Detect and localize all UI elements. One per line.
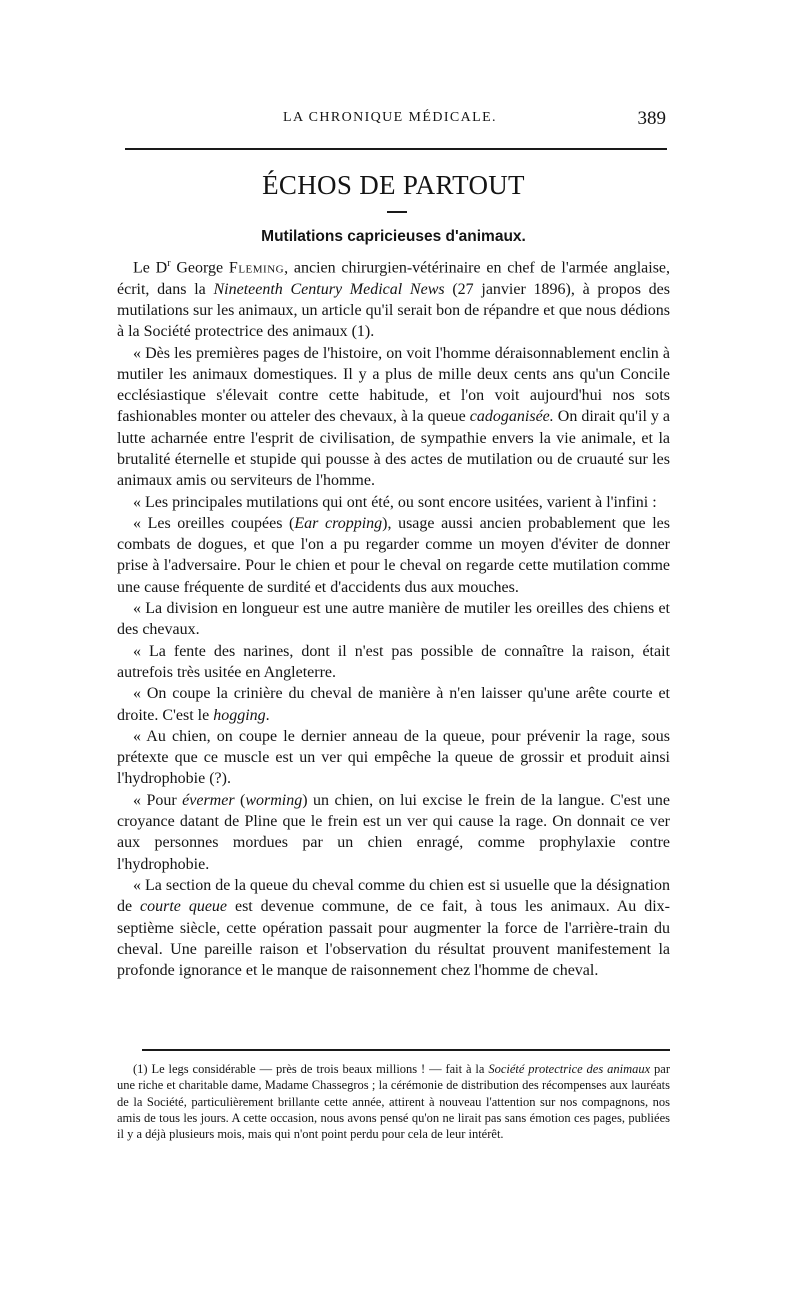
paragraph: Le $D^r$ George Fleming, ancien chirurgien-vétérinaire en chef de l'armée anglaise, écrit, dans la Nineteenth Century Medical News (27 janvier 1896), à propos des mutilations sur les animaux, un article qu'il serait bon de répandre et que nous dédions à la Société protectrice des animaux (1). — [117, 258, 671, 341]
paragraph: « La division en longueur est une autre manière de mutiler les oreilles des chiens et des chevaux. — [117, 600, 670, 639]
footnote-rule — [142, 1049, 670, 1051]
paragraph: « Pour évermer (worming) un chien, on lui excise le frein de la langue. C'est une croyance datant de Pline que le frein est un ver qui cause la rage. On donnait ce ver aux personnes mordues par un chien enragé, comme prophylaxie contre l'hydrophobie. — [117, 791, 670, 873]
paragraph: « On coupe la crinière du cheval de manière à n'en laisser qu'une arête courte et droite. C'est le hogging. — [117, 685, 670, 724]
journal-title: Nineteenth Century Medical News — [213, 280, 445, 298]
running-head — [117, 108, 670, 134]
paragraph: « Dès les premières pages de l'histoire, on voit l'homme déraisonnablement enclin à mutiler les animaux domestiques. Il y a plus de mille deux cents ans qu'un Concile ecclésiastique s'élevait contre cette habitude, et l'on voit aujourd'hui nos sots fashionables monter ou atteler des chevaux, à la queue cadoganisée. On dirait qu'il y a lutte acharnée entre l'esprit de civilisation, de sympathie envers la vie animale, et la brutalité éternelle et stupide qui pousse à des actes de mutilation ou de cruauté sur les animaux amis ou serviteurs de l'homme. — [117, 344, 670, 490]
paragraph: « Les principales mutilations qui ont été, ou sont encore usitées, varient à l'infini : — [133, 493, 657, 511]
paragraph: « Au chien, on coupe le dernier anneau de la queue, pour prévenir la rage, sous prétexte que ce muscle est un ver qui empêche la queue de grossir et produit ainsi l'hydrophobie (?). — [117, 727, 670, 788]
author-name: Fleming — [228, 259, 285, 277]
section-separator — [387, 211, 407, 213]
footnote: (1) Le legs considérable — près de trois beaux millions ! — fait à la Société protectrice des animaux par une riche et charitable dame, Madame Chassegros ; la cérémonie de distribution des récompenses aux lauréats de la Société, particulièrement brillante cette année, attirent à nouveau l'attention sur nos compagnons, nos amis de tous les jours. A cette occasion, nous avons pensé qu'on ne lirait pas sans émotion ces pages, publiées il y a déjà plusieurs mois, mais qui n'ont point perdu pour cela de leur intérêt. — [117, 1062, 670, 1142]
running-head-title: LA CHRONIQUE MÉDICALE. — [283, 110, 497, 125]
paragraph: « La fente des narines, dont il n'est pas possible de connaître la raison, était autrefois très usitée en Angleterre. — [117, 642, 670, 681]
header-rule — [125, 148, 667, 150]
paragraph: « La section de la queue du cheval comme du chien est si usuelle que la désignation de courte queue est devenue commune, de ce fait, à tous les animaux. Au dix-septième siècle, cette opération passait pour augmenter la force de l'arrière-train du cheval. Une pareille raison et l'observation du résultat prouvent manifestement la profonde ignorance et le manque de raisonnement chez l'homme de cheval. — [117, 876, 671, 980]
paragraph: « Les oreilles coupées (Ear cropping), usage aussi ancien probablement que les combats de dogues, et que l'on a pu regarder comme un moyen d'éviter de donner prise à l'adversaire. Pour le chien et pour le cheval on regarde cette mutilation comme une cause fréquente de surdité et d'accidents dus aux mouches. — [117, 514, 670, 596]
article-body — [117, 253, 670, 981]
page-number: 389 — [637, 108, 666, 129]
article-title: Mutilations capricieuses d'animaux. — [261, 228, 526, 245]
section-title: ÉCHOS DE PARTOUT — [262, 170, 525, 200]
